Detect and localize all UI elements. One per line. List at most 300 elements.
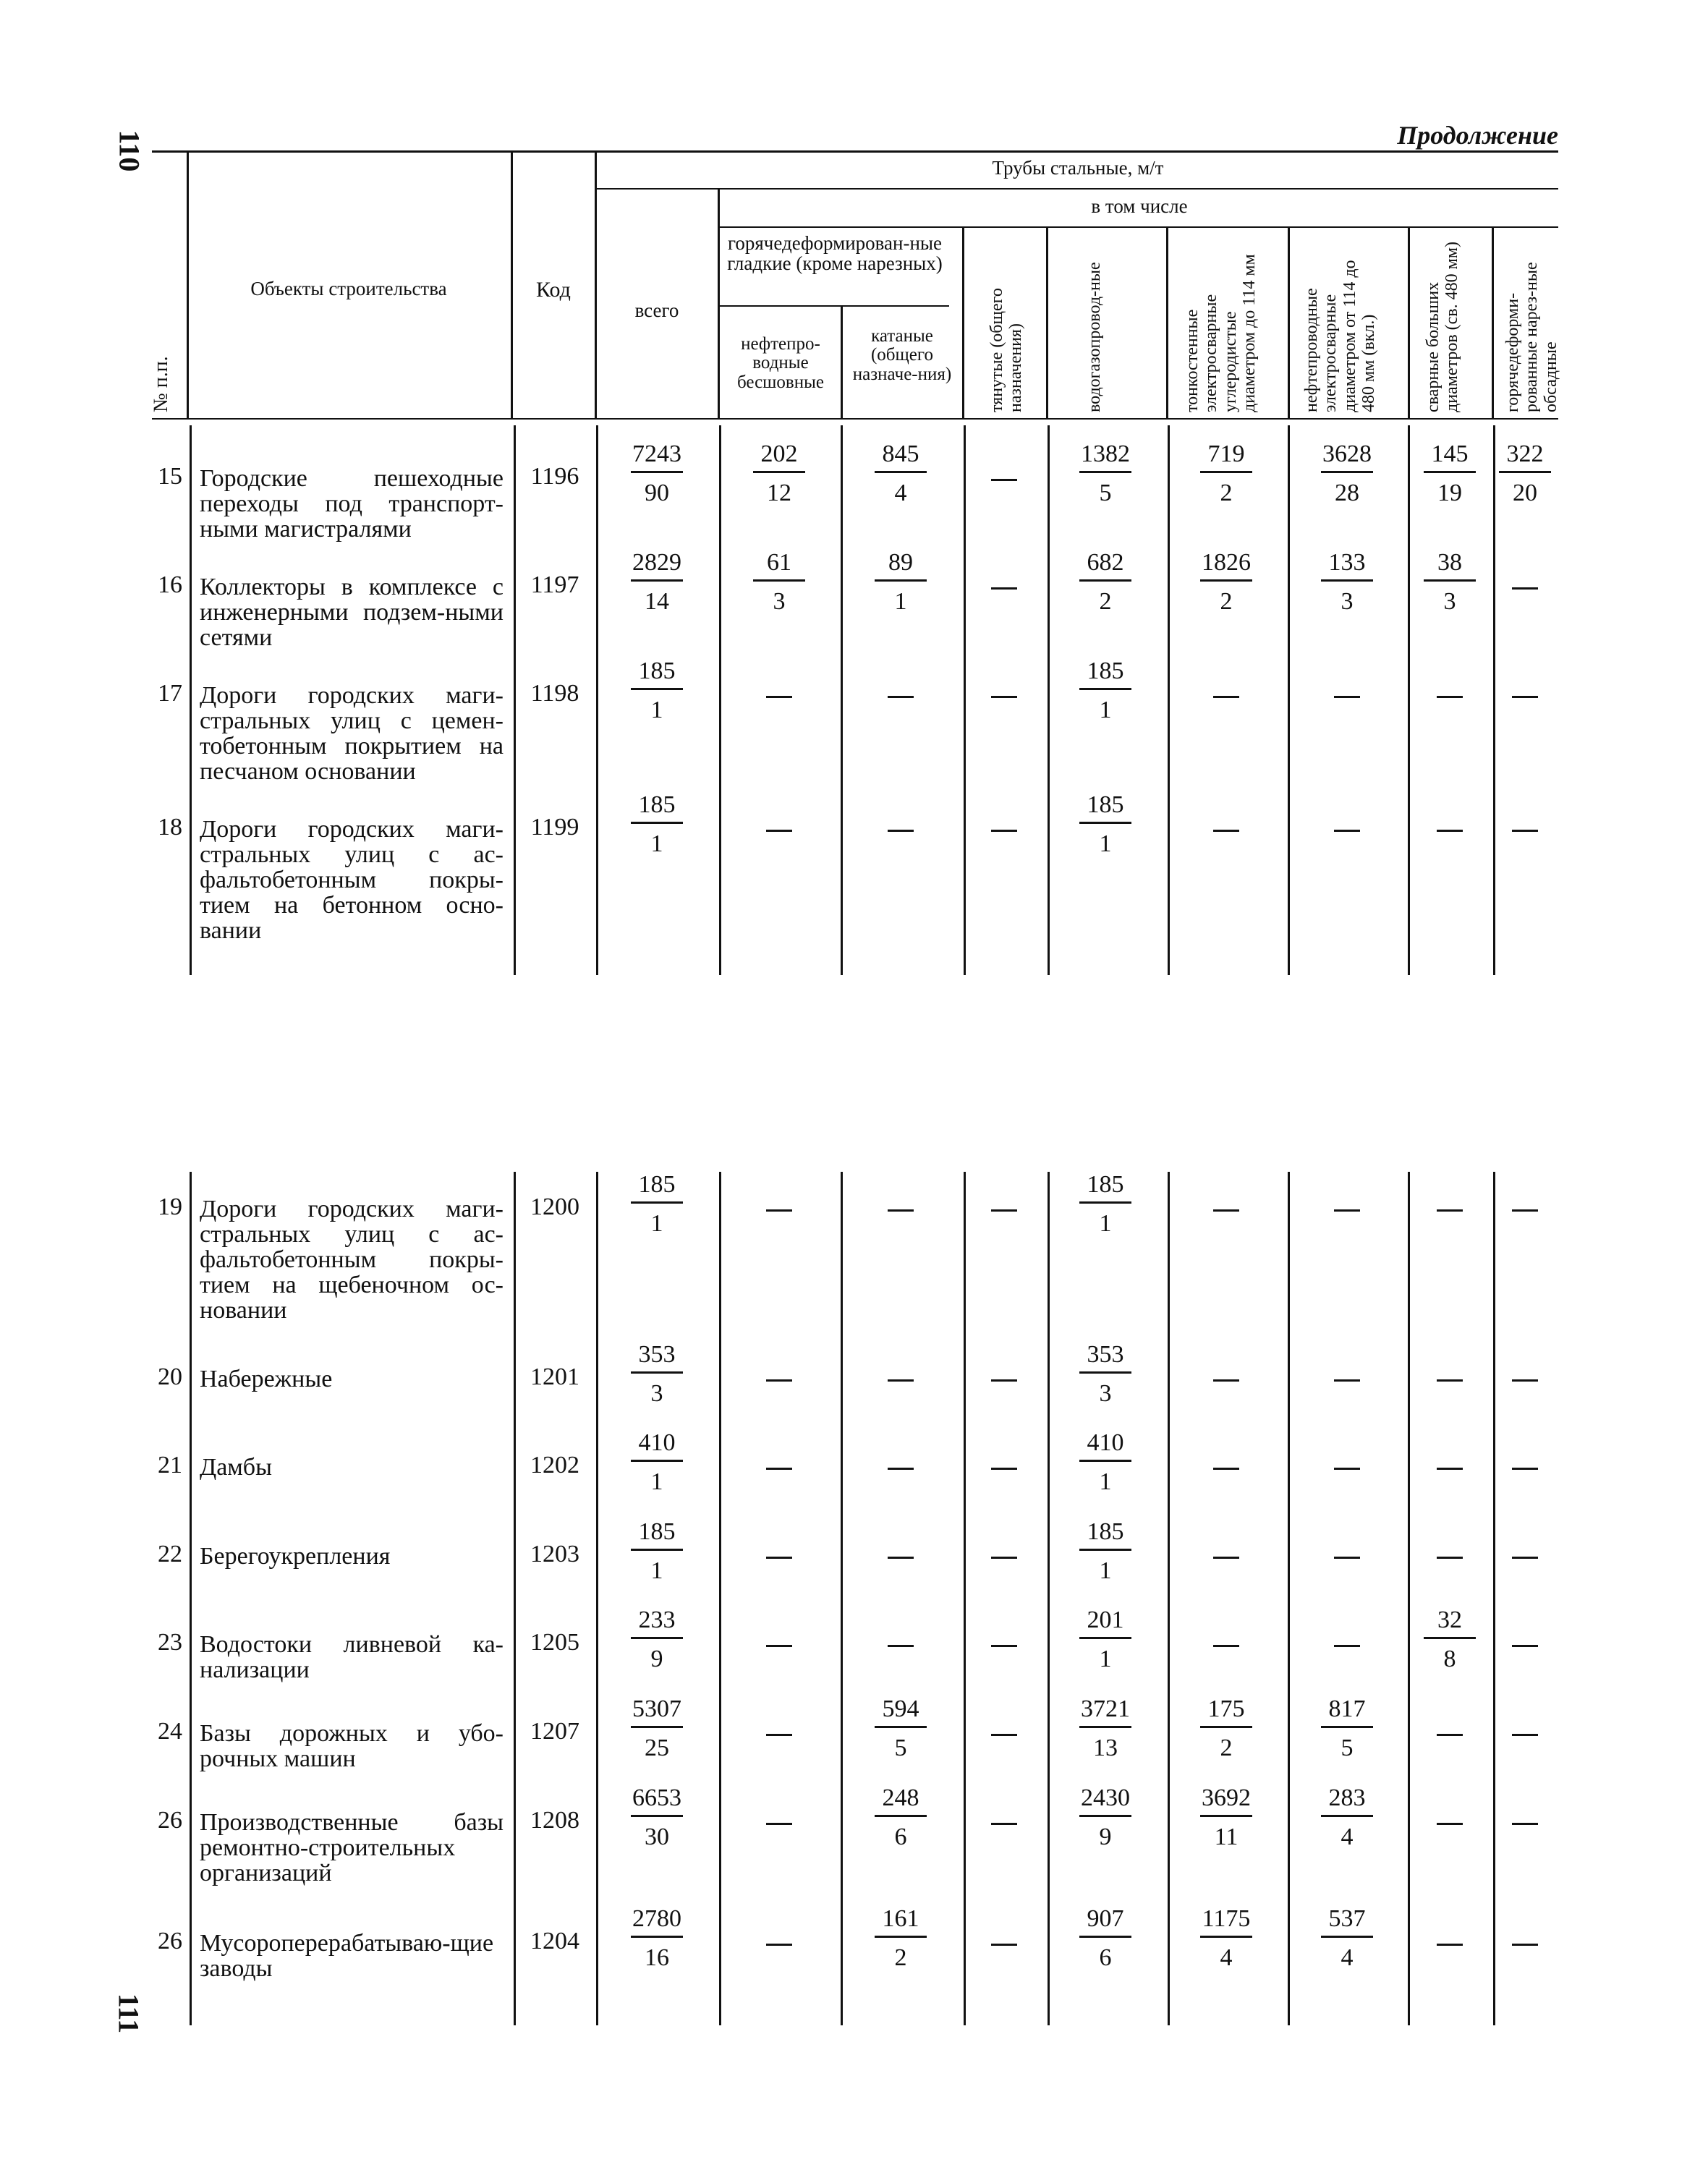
fraction-bar <box>1079 1549 1131 1551</box>
empty-dash <box>1512 1944 1538 1946</box>
empty-dash <box>888 1645 914 1647</box>
fraction-bar <box>631 1371 683 1374</box>
empty-dash <box>991 1209 1017 1212</box>
empty-dash <box>766 830 792 832</box>
empty-dash <box>1213 1468 1239 1470</box>
object-name: Набережные <box>200 1366 333 1392</box>
row-number: 16 <box>158 571 182 598</box>
column-rule <box>190 425 192 975</box>
fraction-bar <box>1079 1460 1131 1462</box>
value-fraction <box>617 791 697 859</box>
fraction-bar <box>1321 1726 1373 1728</box>
value-tons: 1 <box>1099 1646 1112 1672</box>
value-fraction <box>1186 1695 1266 1763</box>
empty-dash <box>1334 696 1360 698</box>
vline-h7 <box>1046 228 1048 420</box>
empty-dash <box>991 1944 1017 1946</box>
empty-dash <box>1512 1209 1538 1212</box>
fraction-bar <box>1079 822 1131 824</box>
value-meters: 907 <box>1087 1905 1124 1932</box>
empty-dash <box>766 1468 792 1470</box>
header-water-gas: водогазопровод-ные <box>1085 262 1104 412</box>
vline-h5 <box>841 307 843 420</box>
value-meters: 185 <box>638 658 676 684</box>
value-meters: 202 <box>760 441 798 467</box>
value-fraction <box>861 1695 940 1763</box>
column-rule <box>841 425 843 975</box>
vline-h4 <box>718 190 720 420</box>
column-rule <box>719 1172 721 2025</box>
value-tons: 1 <box>1099 830 1112 857</box>
empty-dash <box>1512 1468 1538 1470</box>
value-fraction <box>861 1905 940 1973</box>
object-name: Водостоки ливневой ка-нализации <box>200 1631 504 1683</box>
fraction-bar <box>1321 579 1373 582</box>
fraction-bar <box>631 579 683 582</box>
value-tons: 6 <box>894 1824 907 1850</box>
value-meters: 185 <box>638 1171 676 1198</box>
fraction-bar <box>1079 1201 1131 1204</box>
fraction-bar <box>631 1637 683 1639</box>
value-tons: 11 <box>1214 1824 1238 1850</box>
empty-dash <box>1334 830 1360 832</box>
value-fraction <box>861 548 940 616</box>
fraction-bar <box>631 1936 683 1938</box>
value-fraction <box>1066 791 1145 859</box>
value-meters: 410 <box>638 1429 676 1456</box>
empty-dash <box>1334 1209 1360 1212</box>
value-meters: 175 <box>1207 1695 1245 1722</box>
vline-h9 <box>1288 228 1290 420</box>
empty-dash <box>1437 1557 1463 1559</box>
value-fraction <box>1066 1905 1145 1973</box>
value-fraction <box>1066 1518 1145 1586</box>
vline-h10 <box>1408 228 1410 420</box>
value-tons: 19 <box>1437 480 1462 506</box>
object-name: Дороги городских маги-стральных улиц с ас-фальтобетонным покры-тием на щебеночном ос-новании <box>200 1196 504 1324</box>
column-rule <box>1408 1172 1410 2025</box>
value-meters: 1382 <box>1081 441 1130 467</box>
value-meters: 2829 <box>632 549 681 576</box>
header-objects: Объекты строительства <box>250 278 447 299</box>
empty-dash <box>1437 1379 1463 1382</box>
object-name: Дороги городских маги-стральных улиц с ас-фальтобетонным покры-тием на бетонном осно-вании <box>200 816 504 944</box>
object-name: Дороги городских маги-стральных улиц с цемен-тобетонным покрытием на песчаном основании <box>200 682 504 785</box>
empty-dash <box>766 696 792 698</box>
fraction-bar <box>1079 1936 1131 1938</box>
value-tons: 4 <box>1341 1944 1354 1971</box>
fraction-bar <box>1079 579 1131 582</box>
empty-dash <box>1437 1734 1463 1736</box>
value-meters: 7243 <box>632 441 681 467</box>
fraction-bar <box>631 1815 683 1817</box>
value-meters: 185 <box>1087 1518 1124 1545</box>
fraction-bar <box>1079 1726 1131 1728</box>
empty-dash <box>1437 1944 1463 1946</box>
object-name: Берегоукрепления <box>200 1543 391 1570</box>
value-fraction <box>617 1695 697 1763</box>
value-tons: 5 <box>1099 480 1112 506</box>
value-meters: 185 <box>1087 658 1124 684</box>
value-tons: 1 <box>1099 1557 1112 1584</box>
fraction-bar <box>631 688 683 690</box>
value-tons: 30 <box>645 1824 669 1850</box>
value-tons: 2 <box>1099 588 1112 615</box>
row-number: 26 <box>158 1807 182 1834</box>
value-tons: 16 <box>645 1944 669 1971</box>
empty-dash <box>1213 1379 1239 1382</box>
value-fraction <box>617 1340 697 1408</box>
fraction-bar <box>1079 1815 1131 1817</box>
value-tons: 4 <box>1341 1824 1354 1850</box>
column-rule <box>514 425 516 975</box>
column-rule <box>1168 1172 1170 2025</box>
empty-dash <box>1512 1823 1538 1825</box>
empty-dash <box>1512 830 1538 832</box>
value-tons: 8 <box>1443 1646 1456 1672</box>
value-meters: 89 <box>888 549 913 576</box>
fraction-bar <box>1079 1371 1131 1374</box>
empty-dash <box>1334 1468 1360 1470</box>
value-meters: 537 <box>1328 1905 1366 1932</box>
value-fraction <box>1066 548 1145 616</box>
continuation-label: Продолжение <box>1397 121 1558 150</box>
fraction-bar <box>875 471 927 473</box>
empty-dash <box>1512 1645 1538 1647</box>
header-rolled: катаные (общего назначе-ния) <box>852 326 952 384</box>
empty-dash <box>766 1379 792 1382</box>
fraction-bar <box>1424 579 1476 582</box>
object-code: 1207 <box>530 1718 579 1745</box>
empty-dash <box>1334 1645 1360 1647</box>
row-number: 15 <box>158 463 182 490</box>
fraction-bar <box>631 471 683 473</box>
object-code: 1199 <box>530 814 579 841</box>
row-number: 18 <box>158 814 182 841</box>
object-code: 1200 <box>530 1194 579 1220</box>
header-oil-seamless: нефтепро-водные бесшовные <box>736 334 825 392</box>
column-rule <box>1288 1172 1290 2025</box>
fraction-bar <box>1200 1936 1252 1938</box>
column-rule <box>190 1172 192 2025</box>
object-code: 1202 <box>530 1452 579 1478</box>
value-fraction <box>861 440 940 508</box>
object-name: Городские пешеходные переходы под транспорт-ными магистралями <box>200 465 504 542</box>
column-rule <box>1168 425 1170 975</box>
value-meters: 353 <box>1087 1341 1124 1368</box>
value-tons: 9 <box>1099 1824 1112 1850</box>
object-code: 1197 <box>530 571 579 598</box>
header-top-rule <box>152 150 1558 153</box>
empty-dash <box>766 1557 792 1559</box>
column-rule <box>514 1172 516 2025</box>
value-tons: 1 <box>650 1468 663 1495</box>
fraction-bar <box>631 1460 683 1462</box>
value-tons: 25 <box>645 1735 669 1761</box>
value-meters: 322 <box>1506 441 1544 467</box>
object-name: Коллекторы в комплексе с инженерными подзем-ными сетями <box>200 574 504 651</box>
column-rule <box>1408 425 1410 975</box>
object-code: 1205 <box>530 1629 579 1656</box>
column-rule <box>596 425 598 975</box>
value-tons: 14 <box>645 588 669 615</box>
fraction-bar <box>1200 1726 1252 1728</box>
value-fraction <box>1066 440 1145 508</box>
value-meters: 161 <box>882 1905 919 1932</box>
object-code: 1204 <box>530 1928 579 1954</box>
value-fraction <box>1307 1905 1387 1973</box>
empty-dash <box>991 1468 1017 1470</box>
fraction-bar <box>631 1726 683 1728</box>
column-rule <box>596 1172 598 2025</box>
value-meters: 410 <box>1087 1429 1124 1456</box>
value-fraction <box>739 548 819 616</box>
value-tons: 13 <box>1093 1735 1118 1761</box>
fraction-bar <box>1200 1815 1252 1817</box>
value-tons: 28 <box>1335 480 1359 506</box>
object-code: 1201 <box>530 1363 579 1390</box>
vline-h2 <box>511 152 513 420</box>
value-fraction <box>1066 1784 1145 1852</box>
header-large-welded: сварные больших диаметров (св. 480 мм) <box>1424 241 1462 412</box>
object-code: 1208 <box>530 1807 579 1834</box>
value-tons: 3 <box>1341 588 1354 615</box>
value-fraction <box>861 1784 940 1852</box>
value-tons: 20 <box>1513 480 1537 506</box>
column-rule <box>964 425 966 975</box>
empty-dash <box>1437 696 1463 698</box>
header-hot-smooth: горячедеформирован-ные гладкие (кроме нарезных) <box>727 232 943 275</box>
empty-dash <box>1213 830 1239 832</box>
empty-dash <box>991 587 1017 590</box>
object-name: Мусороперерабатываю-щие заводы <box>200 1930 494 1982</box>
column-rule <box>1493 1172 1495 2025</box>
object-code: 1196 <box>530 463 579 490</box>
fraction-bar <box>1321 1936 1373 1938</box>
value-fraction <box>1410 440 1490 508</box>
empty-dash <box>991 830 1017 832</box>
value-fraction <box>1066 657 1145 725</box>
fraction-bar <box>753 579 805 582</box>
empty-dash <box>1213 1209 1239 1212</box>
fraction-bar <box>1424 1637 1476 1639</box>
fraction-bar <box>1321 471 1373 473</box>
value-meters: 3721 <box>1081 1695 1130 1722</box>
value-fraction <box>739 440 819 508</box>
column-rule <box>1048 425 1050 975</box>
value-fraction <box>617 1170 697 1238</box>
value-meters: 32 <box>1437 1607 1462 1633</box>
vline-h1 <box>187 152 189 420</box>
value-meters: 248 <box>882 1784 919 1811</box>
header-bottom-rule <box>152 418 1558 420</box>
fraction-bar <box>875 1726 927 1728</box>
column-rule <box>964 1172 966 2025</box>
fraction-bar <box>1200 471 1252 473</box>
value-tons: 1 <box>650 1210 663 1237</box>
value-tons: 3 <box>650 1380 663 1407</box>
empty-dash <box>1512 696 1538 698</box>
value-fraction <box>1066 1170 1145 1238</box>
vline-h6 <box>962 228 964 420</box>
value-tons: 9 <box>650 1646 663 1672</box>
hot-smooth-rule <box>718 305 949 307</box>
empty-dash <box>1437 1209 1463 1212</box>
value-tons: 1 <box>1099 1210 1112 1237</box>
value-meters: 3692 <box>1202 1784 1251 1811</box>
value-tons: 5 <box>1341 1735 1354 1761</box>
value-fraction <box>1307 548 1387 616</box>
object-name: Дамбы <box>200 1454 272 1481</box>
value-fraction <box>1307 440 1387 508</box>
empty-dash <box>991 1557 1017 1559</box>
row-number: 24 <box>158 1718 182 1745</box>
empty-dash <box>888 1379 914 1382</box>
value-fraction <box>1485 440 1565 508</box>
value-fraction <box>1066 1429 1145 1497</box>
empty-dash <box>991 696 1017 698</box>
row-number: 21 <box>158 1452 182 1478</box>
empty-dash <box>1334 1557 1360 1559</box>
object-name: Базы дорожных и убо-рочных машин <box>200 1720 504 1772</box>
empty-dash <box>766 1645 792 1647</box>
value-fraction <box>1186 1905 1266 1973</box>
header-pipes: Трубы стальные, м/т <box>992 157 1164 179</box>
value-meters: 1175 <box>1202 1905 1251 1932</box>
empty-dash <box>1512 1734 1538 1736</box>
value-fraction <box>1307 1695 1387 1763</box>
value-tons: 1 <box>894 588 907 615</box>
vline-h3 <box>595 152 597 420</box>
empty-dash <box>1213 1557 1239 1559</box>
empty-dash <box>991 1379 1017 1382</box>
value-meters: 38 <box>1437 549 1462 576</box>
value-meters: 185 <box>1087 791 1124 818</box>
empty-dash <box>1213 1645 1239 1647</box>
empty-dash <box>888 1468 914 1470</box>
object-name: Производственные базы ремонтно-строительных организаций <box>200 1809 504 1886</box>
fraction-bar <box>631 822 683 824</box>
value-meters: 719 <box>1207 441 1245 467</box>
fraction-bar <box>1499 471 1551 473</box>
value-meters: 201 <box>1087 1607 1124 1633</box>
value-tons: 1 <box>650 830 663 857</box>
header-drawn: тянутые (общего назначения) <box>987 288 1026 412</box>
value-tons: 1 <box>1099 697 1112 723</box>
row-number: 19 <box>158 1194 182 1220</box>
empty-dash <box>1437 1823 1463 1825</box>
object-code: 1198 <box>530 680 579 707</box>
value-tons: 2 <box>1220 1735 1233 1761</box>
vline-h11 <box>1492 228 1494 420</box>
header-thin-wall: тонкостенные электросварные углеродистые диаметром до 114 мм <box>1183 254 1259 412</box>
empty-dash <box>888 1557 914 1559</box>
value-meters: 817 <box>1328 1695 1366 1722</box>
fraction-bar <box>1200 579 1252 582</box>
fraction-bar <box>753 471 805 473</box>
value-meters: 185 <box>638 1518 676 1545</box>
empty-dash <box>1512 587 1538 590</box>
fraction-bar <box>1079 1637 1131 1639</box>
value-tons: 2 <box>894 1944 907 1971</box>
empty-dash <box>888 1209 914 1212</box>
value-tons: 3 <box>1443 588 1456 615</box>
empty-dash <box>991 479 1017 481</box>
value-tons: 4 <box>894 480 907 506</box>
value-meters: 185 <box>638 791 676 818</box>
row-number: 20 <box>158 1363 182 1390</box>
empty-dash <box>1512 1379 1538 1382</box>
value-meters: 133 <box>1328 549 1366 576</box>
fraction-bar <box>1321 1815 1373 1817</box>
value-tons: 3 <box>1099 1380 1112 1407</box>
value-fraction <box>617 548 697 616</box>
value-fraction <box>617 1429 697 1497</box>
pipes-rule <box>595 188 1558 190</box>
empty-dash <box>991 1645 1017 1647</box>
value-fraction <box>617 657 697 725</box>
fraction-bar <box>875 579 927 582</box>
value-fraction <box>617 1784 697 1852</box>
value-meters: 61 <box>767 549 791 576</box>
empty-dash <box>766 1944 792 1946</box>
value-fraction <box>617 1518 697 1586</box>
value-meters: 283 <box>1328 1784 1366 1811</box>
column-rule <box>1493 425 1495 975</box>
value-tons: 2 <box>1220 480 1233 506</box>
value-meters: 2780 <box>632 1905 681 1932</box>
header-oil-welded: нефтепроводные электросварные диаметром от 114 до 480 мм (вкл.) <box>1302 260 1379 412</box>
value-tons: 6 <box>1099 1944 1112 1971</box>
value-meters: 353 <box>638 1341 676 1368</box>
empty-dash <box>888 696 914 698</box>
column-rule <box>841 1172 843 2025</box>
empty-dash <box>766 1209 792 1212</box>
vline-h8 <box>1166 228 1168 420</box>
object-code: 1203 <box>530 1541 579 1567</box>
value-tons: 2 <box>1220 588 1233 615</box>
empty-dash <box>766 1734 792 1736</box>
empty-dash <box>1437 1468 1463 1470</box>
value-meters: 3628 <box>1322 441 1372 467</box>
value-meters: 1826 <box>1202 549 1251 576</box>
fraction-bar <box>875 1815 927 1817</box>
value-fraction <box>1186 1784 1266 1852</box>
row-number: 17 <box>158 680 182 707</box>
header-no: № п.п. <box>150 356 172 412</box>
header-total: всего <box>634 299 679 321</box>
value-meters: 594 <box>882 1695 919 1722</box>
empty-dash <box>1213 696 1239 698</box>
value-meters: 6653 <box>632 1784 681 1811</box>
empty-dash <box>1334 1379 1360 1382</box>
value-meters: 145 <box>1431 441 1469 467</box>
header-hot-threaded: горячедеформи-рованные нарез-ные обсадные <box>1503 262 1560 412</box>
value-fraction <box>617 1606 697 1674</box>
value-tons: 90 <box>645 480 669 506</box>
row-number: 23 <box>158 1629 182 1656</box>
value-tons: 1 <box>1099 1468 1112 1495</box>
value-tons: 12 <box>767 480 791 506</box>
column-rule <box>719 425 721 975</box>
value-meters: 845 <box>882 441 919 467</box>
row-number: 26 <box>158 1928 182 1954</box>
empty-dash <box>888 830 914 832</box>
value-meters: 5307 <box>632 1695 681 1722</box>
including-rule <box>718 226 1558 228</box>
fraction-bar <box>631 1549 683 1551</box>
value-fraction <box>617 440 697 508</box>
